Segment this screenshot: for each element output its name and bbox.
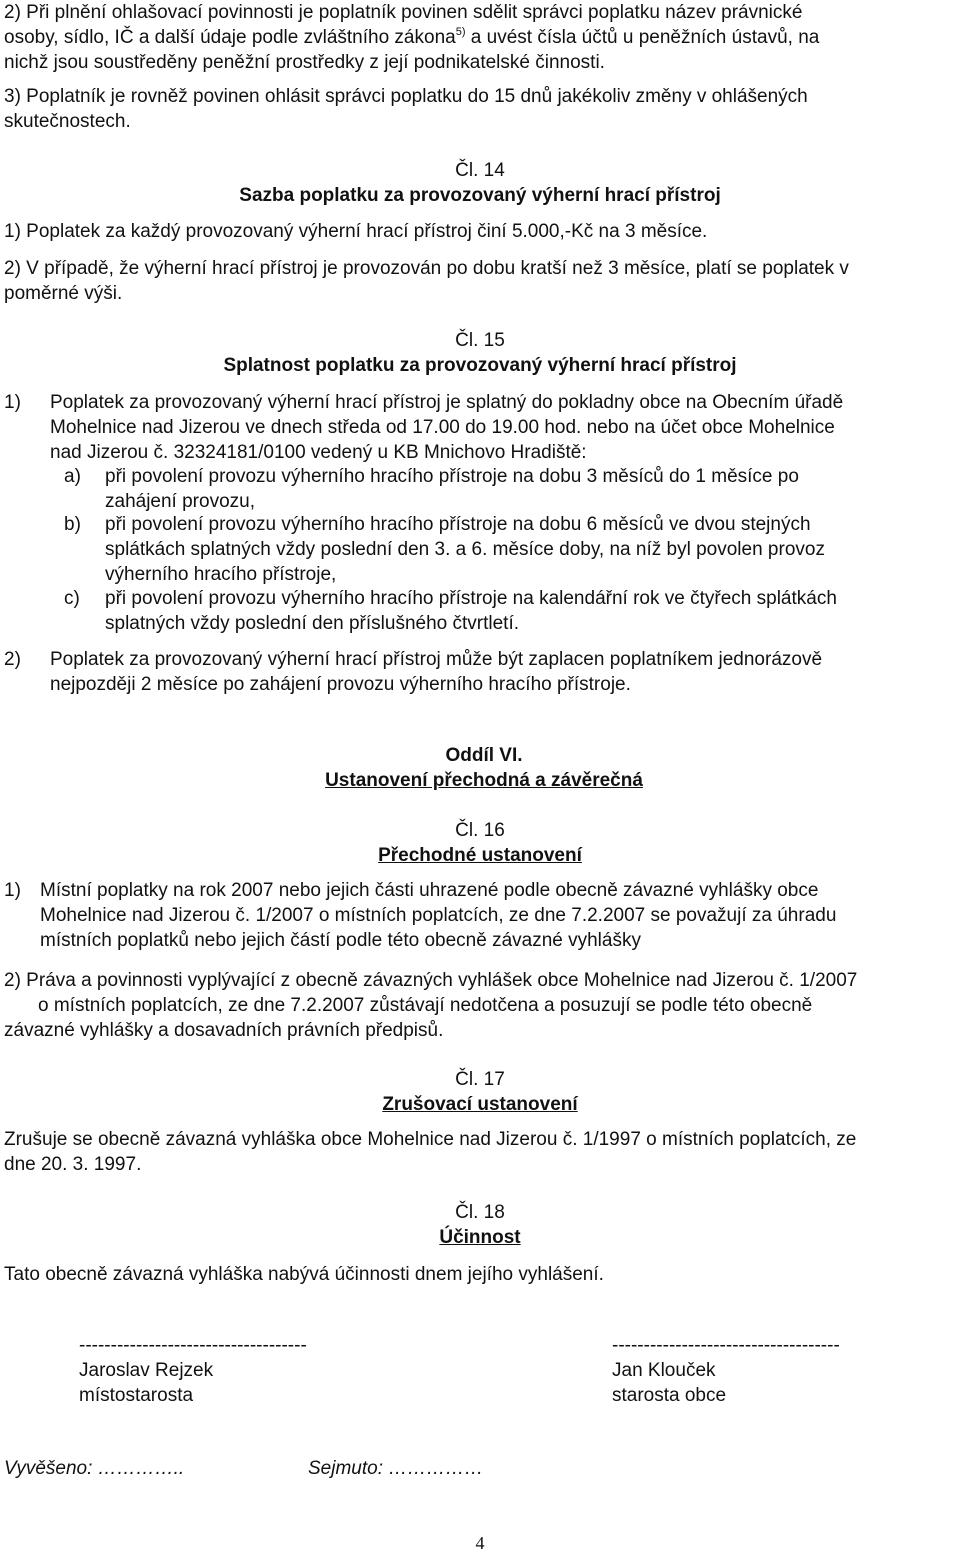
signatory-name: Jan Klouček bbox=[612, 1360, 716, 1381]
text-line: Mohelnice nad Jizerou č. 1/2007 o místních poplatcích, ze dne 7.2.2007 se považují za úhradu bbox=[40, 905, 837, 926]
text-line: nad Jizerou č. 32324181/0100 vedený u KB Mnichovo Hradiště: bbox=[50, 442, 587, 463]
signatory-role: starosta obce bbox=[612, 1385, 727, 1406]
signature-line: ------------------------------------ bbox=[612, 1335, 840, 1356]
section-title-text: Ustanovení přechodná a závěrečná bbox=[325, 770, 643, 791]
article-title bbox=[0, 1225, 960, 1250]
article-number: Čl. 16 bbox=[455, 820, 505, 841]
art13-paragraph-2 bbox=[4, 0, 958, 75]
text-line: splátkách splatných vždy poslední den 3. a 6. měsíce doby, na níž byl povolen provoz bbox=[105, 539, 825, 560]
list-label-b: b) bbox=[64, 514, 81, 535]
article-title-text: Účinnost bbox=[439, 1227, 521, 1248]
text-line: dne 20. 3. 1997. bbox=[4, 1154, 142, 1175]
list-label-c: c) bbox=[64, 588, 80, 609]
text-line: poměrné výši. bbox=[4, 283, 123, 304]
text-line: nejpozději 2 měsíce po zahájení provozu výherního hracího přístroje. bbox=[50, 674, 631, 695]
text-line: nichž jsou soustředěny peněžní prostředky z její podnikatelské činnosti. bbox=[4, 52, 605, 73]
text-line: při povolení provozu výherního hracího přístroje na dobu 6 měsíců ve dvou stejných bbox=[105, 514, 811, 535]
text-line bbox=[4, 25, 958, 50]
article-title-text: Zrušovací ustanovení bbox=[382, 1094, 578, 1115]
art13-paragraph-3 bbox=[4, 84, 958, 134]
article-number: Čl. 18 bbox=[455, 1202, 505, 1223]
signature-right bbox=[612, 1333, 840, 1408]
text-line: při povolení provozu výherního hracího přístroje na dobu 3 měsíců do 1 měsíce po bbox=[105, 466, 799, 487]
posted-date: Vyvěšeno: ………….. bbox=[4, 1458, 185, 1479]
text-segment: osoby, sídlo, IČ a další údaje podle zvláštního zákona bbox=[4, 27, 456, 48]
text-line: Poplatek za provozovaný výherní hrací přístroj může být zaplacen poplatníkem jednorázově bbox=[50, 649, 823, 670]
text-line: při povolení provozu výherního hracího přístroje na kalendářní rok ve čtyřech splátkách bbox=[105, 588, 837, 609]
text-line: výherního hracího přístroje, bbox=[105, 564, 337, 585]
paragraph-number: 1) bbox=[4, 880, 21, 901]
text-line: o místních poplatcích, ze dne 7.2.2007 zůstávají nedotčena a posuzují se podle této obecně bbox=[38, 995, 813, 1016]
art18-paragraph: Tato obecně závazná vyhláška nabývá účinnosti dnem jejího vyhlášení. bbox=[4, 1264, 604, 1285]
section-number: Oddíl VI. bbox=[445, 745, 523, 766]
text-segment: a uvést čísla účtů u peněžních ústavů, na bbox=[465, 27, 820, 48]
article-title-text: Přechodné ustanovení bbox=[378, 845, 582, 866]
article-title: Sazba poplatku za provozovaný výherní hrací přístroj bbox=[239, 185, 721, 206]
list-label-a: a) bbox=[64, 466, 81, 487]
text-line: 2) V případě, že výherní hrací přístroj je provozován po dobu kratší než 3 měsíce, platí se poplatek v bbox=[4, 258, 849, 279]
text-line: Poplatek za provozovaný výherní hrací přístroj je splatný do pokladny obce na Obecním úřadě bbox=[50, 392, 844, 413]
art14-paragraph-1 bbox=[4, 219, 958, 244]
text-line: 2) Při plnění ohlašovací povinnosti je poplatník povinen sdělit správci poplatku název právnické bbox=[4, 2, 803, 23]
text-line: závazné vyhlášky a dosavadních právních předpisů. bbox=[4, 1020, 444, 1041]
text-line: splatných vždy poslední den příslušného čtvrtletí. bbox=[105, 613, 520, 634]
text-line: zahájení provozu, bbox=[105, 491, 255, 512]
article-title bbox=[0, 843, 960, 868]
text-line: místních poplatků nebo jejich částí podle této obecně závazné vyhlášky bbox=[40, 930, 641, 951]
art14-paragraph-2 bbox=[4, 256, 958, 306]
signature-line: ------------------------------------ bbox=[79, 1335, 307, 1356]
page-number: 4 bbox=[475, 1533, 485, 1553]
text-line: skutečnostech. bbox=[4, 111, 131, 132]
signatory-name: Jaroslav Rejzek bbox=[79, 1360, 214, 1381]
text-line: Zrušuje se obecně závazná vyhláška obce Mohelnice nad Jizerou č. 1/1997 o místních poplatcích, ze bbox=[4, 1129, 857, 1150]
text-line: Místní poplatky na rok 2007 nebo jejich části uhrazené podle obecně závazné vyhlášky obce bbox=[40, 880, 819, 901]
footnote-ref: 5) bbox=[455, 26, 466, 38]
section-title bbox=[8, 768, 960, 793]
text-line: Mohelnice nad Jizerou ve dnech středa od 17.00 do 19.00 hod. nebo na účet obce Mohelnice bbox=[50, 417, 835, 438]
art17-paragraph bbox=[4, 1127, 956, 1177]
article-number: Čl. 15 bbox=[455, 330, 505, 351]
text-line: 3) Poplatník je rovněž povinen ohlásit správci poplatku do 15 dnů jakékoliv změny v ohlášených bbox=[4, 86, 808, 107]
paragraph-number: 1) bbox=[4, 392, 21, 413]
signatory-role: místostarosta bbox=[79, 1385, 194, 1406]
text-line: 1) Poplatek za každý provozovaný výherní hrací přístroj činí 5.000,-Kč na 3 měsíce. bbox=[4, 221, 708, 242]
removed-date: Sejmuto: …………… bbox=[308, 1458, 484, 1479]
text-line: 2) Práva a povinnosti vyplývající z obecně závazných vyhlášek obce Mohelnice nad Jizerou č. 1/2007 bbox=[4, 970, 858, 991]
article-number: Čl. 17 bbox=[455, 1069, 505, 1090]
article-title bbox=[0, 1092, 960, 1117]
article-title: Splatnost poplatku za provozovaný výherní hrací přístroj bbox=[223, 355, 737, 376]
signature-left bbox=[79, 1333, 307, 1408]
article-number: Čl. 14 bbox=[455, 160, 505, 181]
paragraph-number: 2) bbox=[4, 649, 21, 670]
